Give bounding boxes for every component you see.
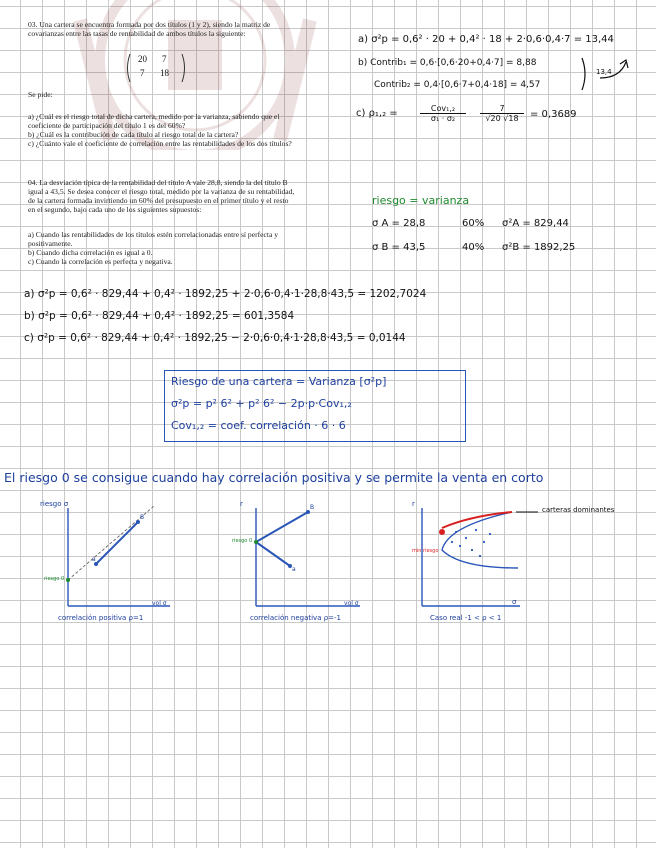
sigma-b-note: σ B = 43,5	[372, 242, 426, 253]
g2-x-label: vol σ	[344, 600, 359, 607]
se-pide-label: Se pide:	[28, 90, 53, 99]
matrix-r1c2: 7	[162, 54, 167, 64]
g3-min-risk-point	[439, 529, 445, 535]
fraction2-denominator: √20 √18	[485, 114, 519, 123]
g2-zero-risk-point	[254, 540, 258, 544]
sum-brace-arrow	[580, 56, 640, 96]
g1-point-b-label: B	[140, 514, 145, 521]
g3-min-risk-label: min riesgo	[412, 548, 439, 554]
g1-caption: correlación positiva ρ=1	[58, 614, 144, 622]
ex03-answer-b1: b) Contrib₁ = 0,6·[0,6·20+0,4·7] = 8,88	[358, 58, 537, 68]
graph-real-case	[400, 498, 560, 628]
ex04-answer-c: c) σ²p = 0,6² · 829,44 + 0,4² · 1892,25 − 2·0,6·0,4·1·28,8·43,5 = 0,0144	[24, 332, 406, 344]
ex03-line1: 03. Una cartera se encuentra formada por dos títulos (1 y 2), siendo la matriz de	[28, 20, 271, 29]
ex04-answer-a: a) σ²p = 0,6² · 829,44 + 0,4² · 1892,25 + 2·0,6·0,4·1·28,8·43,5 = 1202,7024	[24, 288, 427, 300]
exercise-03-statement	[28, 20, 353, 38]
ex03-question-c: c) ¿Cuánto vale el coeficiente de correlación entre las rentabilidades de los dos títulos?	[28, 139, 292, 148]
ex04-line1: 04. La desviación típica de la rentabilidad del título A vale 28,8, siendo la del título B	[28, 178, 288, 187]
ex03-question-b: b) ¿Cuál es la contribución de cada título al riesgo total de la cartera?	[28, 130, 239, 139]
portfolio-risk-summary-box	[164, 370, 466, 442]
g1-x-label: vol σ	[152, 600, 167, 607]
ex03-line2: covarianzas entre las tasas de rentabilidad de ambos títulos la siguiente:	[28, 29, 246, 38]
sigma-a-note: σ A = 28,8	[372, 218, 426, 229]
g1-y-label: riesgo σ	[40, 500, 69, 508]
exercise-04-statement	[28, 178, 356, 214]
ex03-question-a1: a) ¿Cuál es el riesgo total de dicha cartera, medido por la varianza, sabiendo que el	[28, 112, 280, 121]
variance-b-note: σ²B = 1892,25	[502, 242, 576, 253]
graph-negative-correlation	[230, 498, 400, 628]
g3-portfolio-points	[451, 529, 491, 557]
g1-zero-risk-point	[66, 578, 70, 582]
ex03-answer-a: a) σ²p = 0,6² · 20 + 0,4² · 18 + 2·0,6·0,4·7 = 13,44	[358, 34, 614, 45]
exercise-03-questions	[28, 112, 358, 148]
g2-zero-risk-label: riesgo 0	[232, 538, 253, 544]
ex03-answer-b2: Contrib₂ = 0,4·[0,6·7+0,4·18] = 4,57	[374, 80, 541, 90]
g2-point-a-label: a	[292, 566, 296, 573]
matrix-brackets	[124, 52, 194, 84]
summary-line2: σ²p = p² 6² + p² 6² − 2p·p·Cov₁,₂	[171, 397, 352, 410]
fraction2-numerator: 7	[480, 104, 524, 114]
conclusion-statement: El riesgo 0 se consigue cuando hay correlación positiva y se permite la venta en corto	[4, 470, 544, 485]
ex03-question-a2: coeficiente de participación del título 1 es del 60%?	[28, 121, 186, 130]
g3-caption: Caso real -1 < ρ < 1	[430, 614, 502, 622]
fraction1-numerator: Cov₁,₂	[420, 104, 466, 114]
ex04-line2: igual a 43,5. Se desea conocer el riesgo total, medido por la varianza de su rentabilidad,	[28, 187, 295, 196]
g2-y-label: r	[240, 500, 243, 508]
ex04-question-b: b) Cuando dicha correlación es igual a 0.	[28, 248, 153, 257]
g2-point-b-label: B	[310, 504, 315, 511]
g3-x-label: σ	[512, 598, 517, 606]
g3-feasible-frontier	[442, 512, 518, 568]
weight-b-note: 40%	[462, 242, 485, 253]
g1-zero-risk-label: riesgo 0	[44, 576, 65, 582]
matrix-r2c1: 7	[140, 68, 145, 78]
ex04-question-c: c) Cuando la correlación es perfecta y negativa.	[28, 257, 173, 266]
fraction1-denominator: σ₁ · σ₂	[430, 114, 456, 123]
matrix-r2c2: 18	[160, 68, 169, 78]
ex03-answer-c-fraction1	[420, 104, 466, 123]
summary-line3: Cov₁,₂ = coef. correlación · 6 · 6	[171, 419, 346, 432]
g1-frontier-line	[96, 522, 138, 564]
g3-dominant-portfolios-label: carteras dominantes	[542, 506, 615, 514]
g3-y-label: r	[412, 500, 415, 508]
ex04-answer-b: b) σ²p = 0,6² · 829,44 + 0,4² · 1892,25 = 601,3584	[24, 310, 295, 322]
ex04-question-a1: a) Cuando las rentabilidades de los títulos estén correlacionadas entre sí perfecta y	[28, 230, 279, 239]
g1-point-a-label: a	[92, 556, 96, 563]
g2-upper-segment	[256, 512, 308, 542]
graph-positive-correlation	[30, 498, 200, 628]
riesgo-varianza-note: riesgo = varianza	[372, 194, 470, 207]
ex03-answer-c-result: = 0,3689	[530, 109, 577, 120]
ex04-line4: en el segundo, bajo cada uno de los siguientes supuestos:	[28, 205, 202, 214]
ex03-answer-c-lhs: c) ρ₁,₂ =	[356, 108, 398, 119]
ex04-line3: de la cartera formada invirtiendo un 60% del presupuesto en el primer título y el resto	[28, 196, 289, 205]
ex04-question-a2: positivamente.	[28, 239, 73, 248]
g2-caption: correlación negativa ρ=-1	[250, 614, 341, 622]
ex03-answer-c-fraction2	[480, 104, 524, 123]
summary-line1: Riesgo de una cartera = Varianza [σ²p]	[171, 375, 387, 388]
matrix-r1c1: 20	[138, 54, 147, 64]
weight-a-note: 60%	[462, 218, 485, 229]
g2-lower-segment	[256, 542, 290, 566]
variance-a-note: σ²A = 829,44	[502, 218, 569, 229]
exercise-04-questions	[28, 230, 356, 266]
ex03-answer-b-total: 13,4	[596, 68, 612, 76]
